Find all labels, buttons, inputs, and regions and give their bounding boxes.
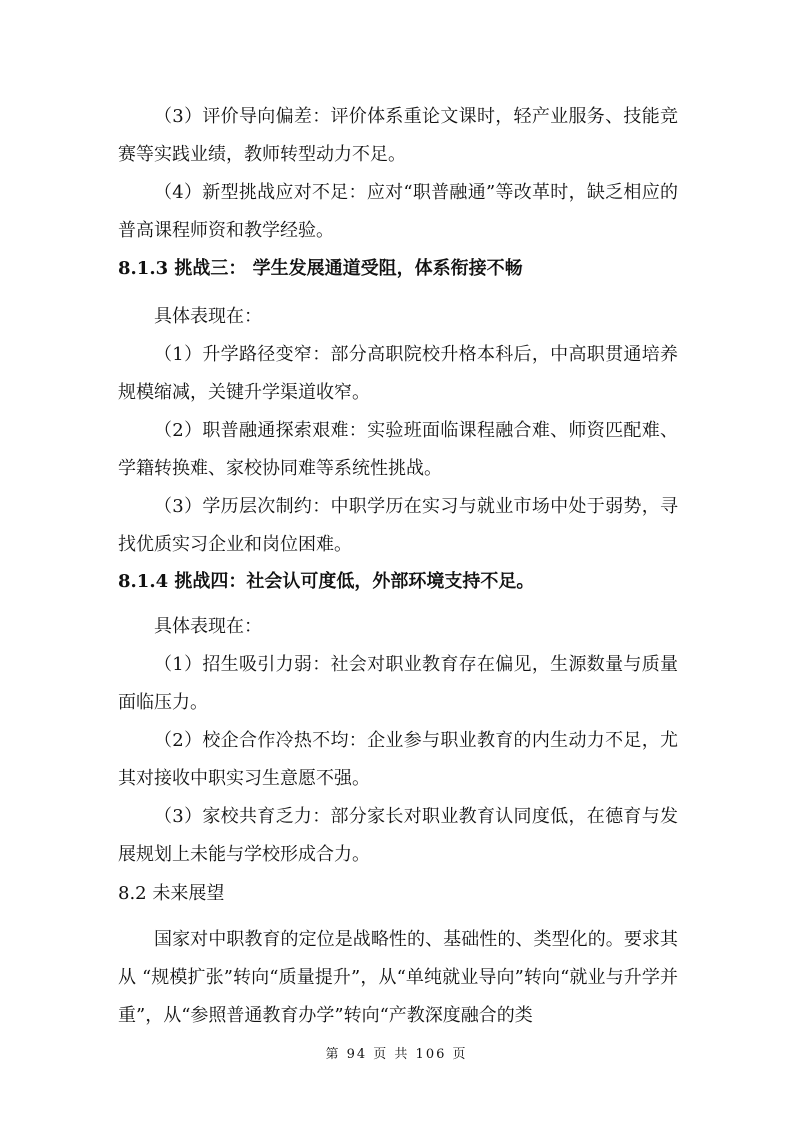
- section-heading-8-2: 8.2 未来展望: [118, 883, 225, 904]
- page-number-footer: 第 94 页 共 106 页: [325, 1047, 468, 1062]
- paragraph-integration-difficult: （2）职普融通探索艰难：实验班面临课程融合难、师资匹配难、学籍转换难、家校协同难等系统性挑战。: [118, 420, 678, 479]
- paragraph-education-level: （3）学历层次制约：中职学历在实习与就业市场中处于弱势，寻找优质实习企业和岗位困难。: [118, 496, 678, 555]
- paragraph-national-positioning: 国家对中职教育的定位是战略性的、基础性的、类型化的。要求其从 “规模扩张”转向“质量提升”，从“单纯就业导向”转向“就业与升学并重”，从“参照普通教育办学”转向“产教深度融合的类: [118, 929, 678, 1026]
- paragraph-specific-intro-2: 具体表现在：: [154, 616, 262, 637]
- section-heading-8-1-3: 8.1.3 挑战三： 学生发展通道受阻，体系衔接不畅: [118, 258, 523, 279]
- paragraph-home-school: （3）家校共育乏力：部分家长对职业教育认同度低，在德育与发展规划上未能与学校形成合力。: [118, 806, 678, 865]
- paragraph-enrollment: （1）招生吸引力弱：社会对职业教育存在偏见，生源数量与质量面临压力。: [118, 654, 678, 713]
- paragraph-path-narrowing: （1）升学路径变窄：部分高职院校升格本科后，中高职贯通培养规模缩减，关键升学渠道收窄。: [118, 344, 678, 403]
- section-heading-8-1-4: 8.1.4 挑战四：社会认可度低，外部环境支持不足。: [118, 571, 535, 592]
- paragraph-school-enterprise: （2）校企合作冷热不均：企业参与职业教育的内生动力不足，尤其对接收中职实习生意愿不强。: [118, 730, 678, 789]
- paragraph-evaluation-bias: （3）评价导向偏差：评价体系重论文课时，轻产业服务、技能竞赛等实践业绩，教师转型动力不足。: [118, 106, 678, 165]
- paragraph-new-challenges: （4）新型挑战应对不足：应对“职普融通”等改革时，缺乏相应的普高课程师资和教学经验。: [118, 182, 678, 241]
- paragraph-specific-intro-1: 具体表现在：: [154, 306, 262, 327]
